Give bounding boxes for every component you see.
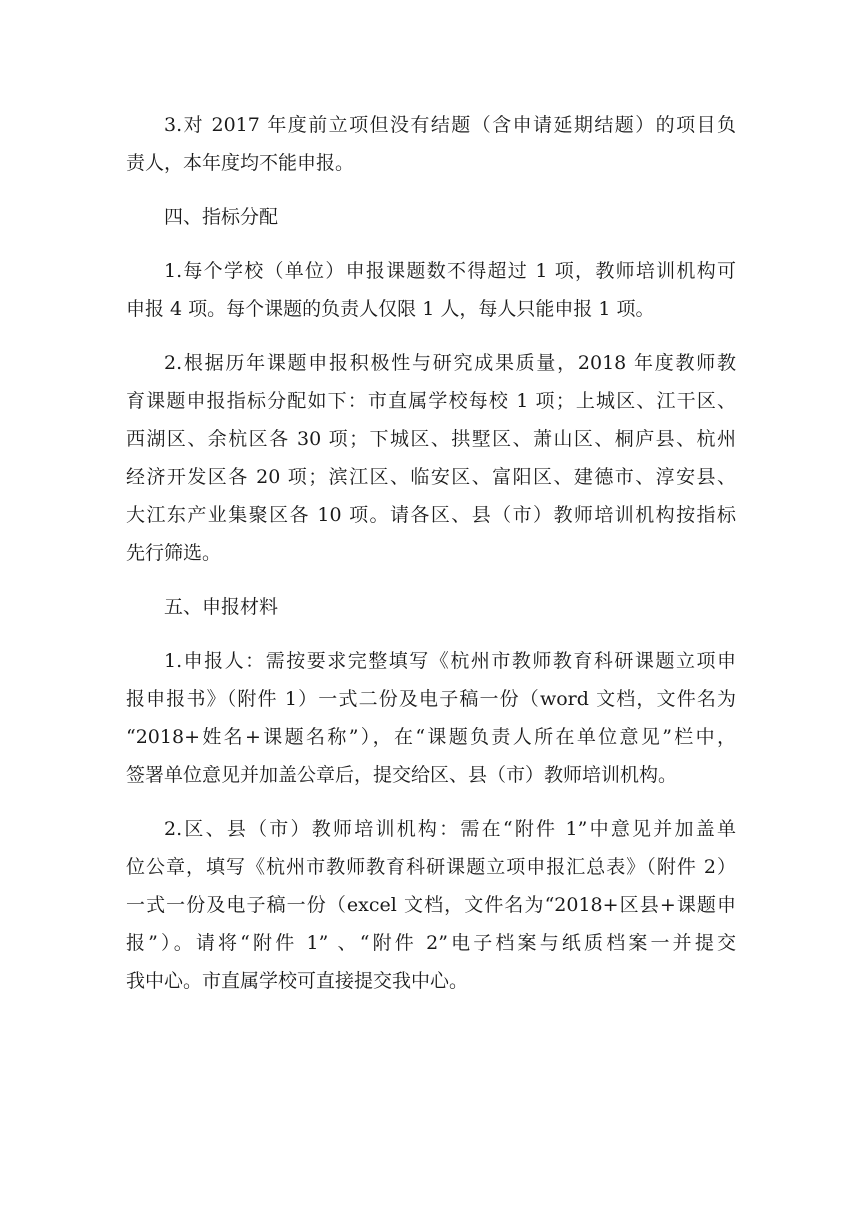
paragraph-line: 报申报书》（附件 1）一式二份及电子稿一份（word 文档，文件名为 xyxy=(126,688,736,710)
paragraph-s5-item-1 xyxy=(126,642,736,794)
paragraph-line: 报”）。请将“附件 1” 、“附件 2”电子档案与纸质档案一并提交 xyxy=(126,932,736,954)
paragraph-line: 申报 4 项。每个课题的负责人仅限 1 人，每人只能申报 1 项。 xyxy=(126,298,655,320)
paragraph-line: 2.区、县（市）教师培训机构：需在“附件 1”中意见并加盖单 xyxy=(164,818,736,840)
section-heading-4: 四、指标分配 xyxy=(164,206,279,228)
paragraph-line: 经济开发区各 20 项；滨江区、临安区、富阳区、建德市、淳安县、 xyxy=(126,466,736,488)
document-body xyxy=(126,106,736,1000)
paragraph-line: 责人，本年度均不能申报。 xyxy=(126,152,355,174)
paragraph-s4-item-2 xyxy=(126,344,736,572)
paragraph-line: 2.根据历年课题申报积极性与研究成果质量，2018 年度教师教 xyxy=(164,352,736,374)
paragraph-line: 位公章，填写《杭州市教师教育科研课题立项申报汇总表》（附件 2） xyxy=(126,856,736,878)
paragraph-line: “2018+姓名+课题名称”），在“课题负责人所在单位意见”栏中， xyxy=(126,726,736,748)
paragraph-line: 签署单位意见并加盖公章后，提交给区、县（市）教师培训机构。 xyxy=(126,764,678,786)
paragraph-line: 西湖区、余杭区各 30 项；下城区、拱墅区、萧山区、桐庐县、杭州 xyxy=(126,428,736,450)
paragraph-line: 1.每个学校（单位）申报课题数不得超过 1 项，教师培训机构可 xyxy=(164,260,736,282)
paragraph-line: 先行筛选。 xyxy=(126,542,222,564)
paragraph-item-3 xyxy=(126,106,736,182)
paragraph-line: 一式一份及电子稿一份（excel 文档，文件名为“2018+区县+课题申 xyxy=(126,894,736,916)
paragraph-s5-item-2 xyxy=(126,810,736,1000)
paragraph-line: 1.申报人：需按要求完整填写《杭州市教师教育科研课题立项申 xyxy=(164,650,736,672)
paragraph-line: 育课题申报指标分配如下：市直属学校每校 1 项；上城区、江干区、 xyxy=(126,390,736,412)
paragraph-line: 我中心。市直属学校可直接提交我中心。 xyxy=(126,970,469,992)
section-heading-5: 五、申报材料 xyxy=(164,596,279,618)
paragraph-line: 3.对 2017 年度前立项但没有结题（含申请延期结题）的项目负 xyxy=(164,114,736,136)
paragraph-s4-item-1 xyxy=(126,252,736,328)
paragraph-line: 大江东产业集聚区各 10 项。请各区、县（市）教师培训机构按指标 xyxy=(126,504,736,526)
